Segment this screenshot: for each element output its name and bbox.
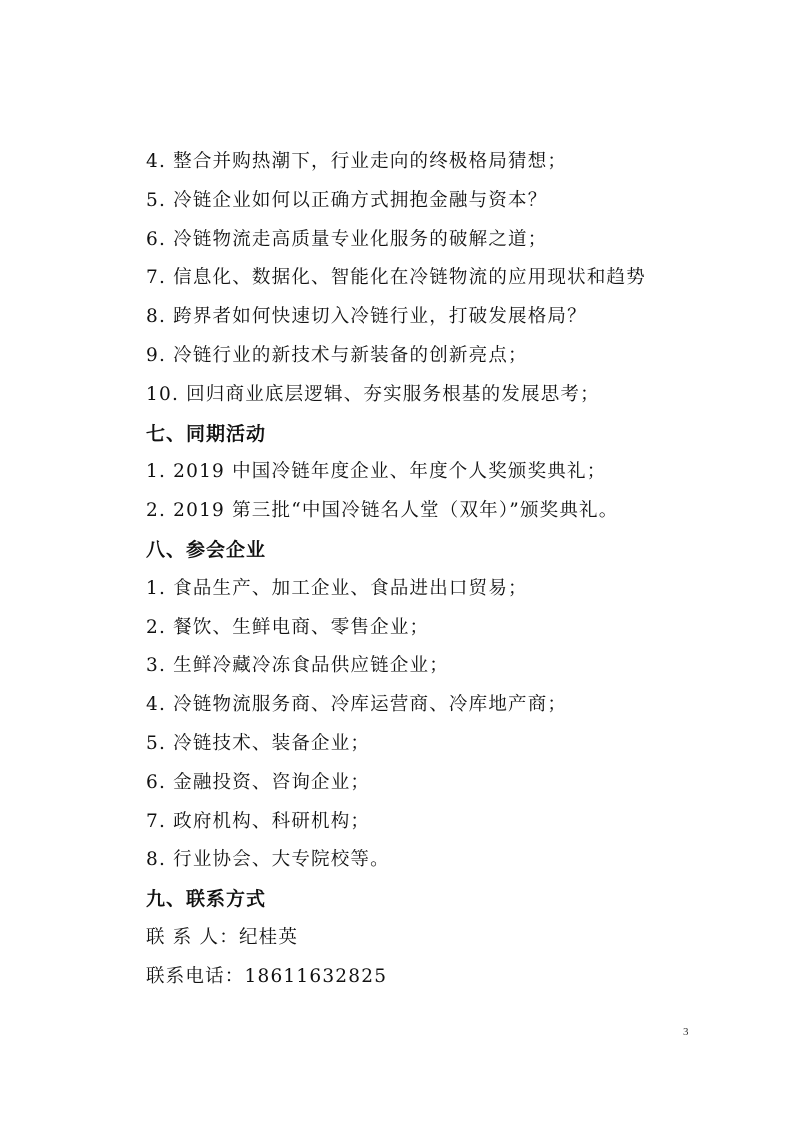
- section-heading-contact: 九、联系方式: [146, 888, 267, 911]
- page-content: [146, 143, 706, 997]
- contact-person: 联 系 人：纪桂英: [146, 926, 299, 948]
- topic-item: 6. 冷链物流走高质量专业化服务的破解之道；: [146, 228, 548, 250]
- activity-item: 2. 2019 第三批“中国冷链名人堂（双年）”颁奖典礼。: [146, 500, 619, 522]
- topic-item: 9. 冷链行业的新技术与新装备的创新亮点；: [146, 344, 528, 366]
- topic-item: 8. 跨界者如何快速切入冷链行业，打破发展格局？: [146, 306, 587, 328]
- participant-item: 8. 行业协会、大专院校等。: [146, 849, 390, 871]
- participant-item: 6. 金融投资、咨询企业；: [146, 771, 371, 793]
- topic-item: 10. 回归商业底层逻辑、夯实服务根基的发展思考；: [146, 383, 600, 405]
- topic-item: 5. 冷链企业如何以正确方式拥抱金融与资本？: [146, 189, 548, 211]
- section-heading-activities: 七、同期活动: [146, 422, 267, 445]
- participant-item: 7. 政府机构、科研机构；: [146, 810, 371, 832]
- contact-phone: 联系电话：18611632825: [146, 965, 388, 987]
- participant-item: 1. 食品生产、加工企业、食品进出口贸易；: [146, 577, 528, 599]
- page-number: 3: [683, 1026, 689, 1038]
- activity-item: 1. 2019 中国冷链年度企业、年度个人奖颁奖典礼；: [146, 461, 607, 483]
- topic-item: 4. 整合并购热潮下，行业走向的终极格局猜想；: [146, 151, 568, 172]
- section-heading-participants: 八、参会企业: [146, 538, 267, 561]
- participant-item: 4. 冷链物流服务商、冷库运营商、冷库地产商；: [146, 694, 568, 716]
- participant-item: 5. 冷链技术、装备企业；: [146, 732, 371, 754]
- participant-item: 3. 生鲜冷藏冷冻食品供应链企业；: [146, 655, 449, 677]
- participant-item: 2. 餐饮、生鲜电商、零售企业；: [146, 616, 430, 638]
- topic-item: 7. 信息化、数据化、智能化在冷链物流的应用现状和趋势: [146, 267, 646, 289]
